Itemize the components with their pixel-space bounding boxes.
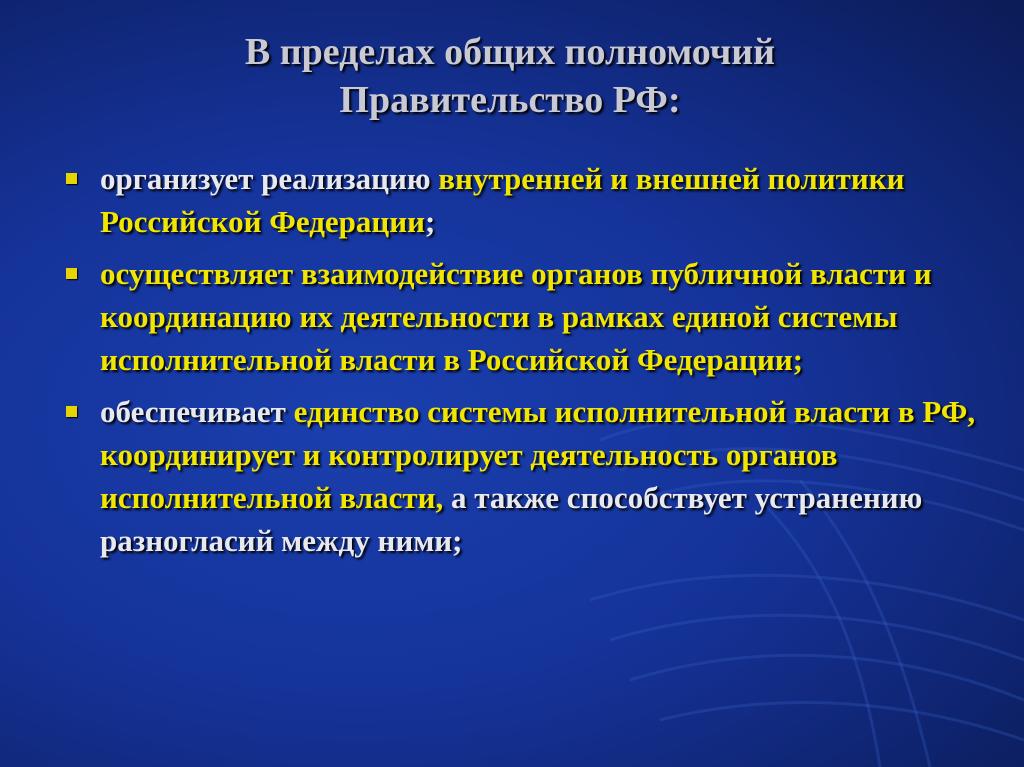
bullet-text-plain: обеспечивает: [100, 394, 294, 429]
title-line-1: В пределах общих полномочий: [244, 31, 776, 73]
bullet-text-plain: ;: [424, 204, 436, 239]
title-line-2: Правительство РФ:: [339, 79, 681, 121]
square-bullet-icon: [66, 268, 77, 279]
bullet-text-plain: организует реализацию: [100, 161, 439, 196]
square-bullet-icon: [66, 173, 77, 184]
bullet-text-highlight: осуществляет взаимодействие органов публичной власти и координацию их деятельности в рамках единой системы исполнительной власти в Российской Федерации;: [100, 256, 932, 377]
bullet-item: [60, 390, 990, 562]
slide-title: [60, 28, 960, 124]
square-bullet-icon: [66, 406, 77, 417]
bullet-text-highlight: внутренней и внешней политики Российской Федерации: [100, 161, 905, 239]
bullet-text-plain: а также способствует устранению разногласий между ними;: [100, 480, 923, 558]
bullet-item: [60, 252, 990, 381]
bullet-item: [60, 157, 990, 243]
bullet-text-highlight: единство системы исполнительной власти в РФ, координирует и контролирует деятельность органов исполнительной власти,: [100, 394, 976, 515]
bullet-list: [60, 157, 990, 571]
